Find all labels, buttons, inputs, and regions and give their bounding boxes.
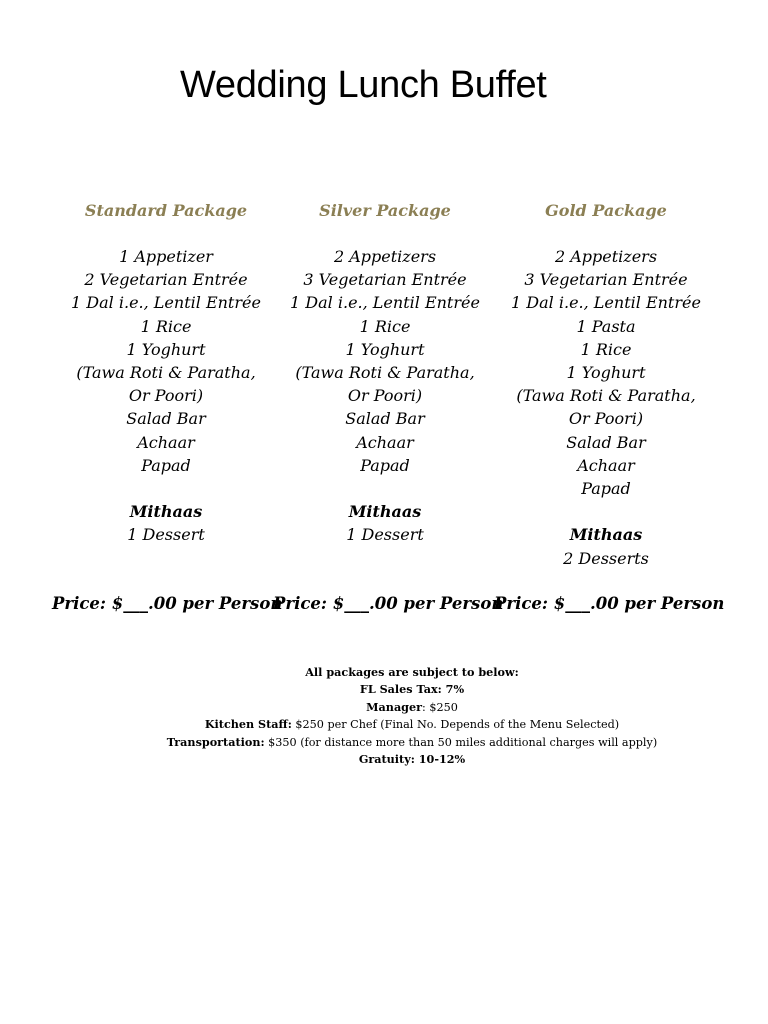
terms-block [0,664,768,768]
menu-item: Papad [581,479,631,499]
gold-package-column [494,199,718,570]
silver-package-items [273,245,497,477]
silver-package-column [273,199,497,547]
menu-item: 1 Yoghurt [126,339,206,359]
menu-item: (Tawa Roti & Paratha, [295,363,475,383]
gold-mithaas-heading: Mithaas [569,525,643,545]
kitchen-staff-line [0,716,768,733]
menu-item: 3 Vegetarian Entrée [303,270,467,290]
menu-item: Achaar [356,432,414,452]
fl-sales-tax: FL Sales Tax: 7% [359,682,465,697]
transportation-line [0,734,768,751]
menu-item: 1 Rice [359,316,411,336]
gold-price: Price: $___.00 per Person [494,594,725,613]
transportation-label: Transportation: [166,734,265,749]
kitchen-staff-value: $250 per Chef (Final No. Depends of the Menu Selected) [291,718,620,732]
menu-item: 2 Appetizers [554,247,658,266]
menu-item: Papad [360,455,410,475]
menu-item: Or Poori) [568,409,644,429]
gold-dessert: 2 Desserts [563,548,649,568]
menu-item: 2 Vegetarian Entrée [84,270,248,290]
menu-item: 1 Appetizer [119,247,213,266]
menu-item: Or Poori) [128,386,204,406]
menu-item: 1 Yoghurt [345,339,425,359]
gratuity: Gratuity: 10-12% [358,752,466,767]
menu-item: Or Poori) [347,386,423,406]
menu-item: (Tawa Roti & Paratha, [76,363,256,383]
menu-item: Salad Bar [345,409,425,429]
menu-item: 1 Dal i.e., Lentil Entrée [71,293,261,313]
menu-item: Papad [141,455,191,475]
menu-item: Salad Bar [126,409,206,429]
standard-package-column [54,199,278,547]
menu-item: Achaar [137,432,195,452]
standard-package-heading: Standard Package [84,201,248,220]
menu-item: 2 Appetizers [333,247,437,266]
page-title: Wedding Lunch Buffet [180,64,547,106]
standard-package-items [54,245,278,477]
silver-dessert: 1 Dessert [346,525,424,545]
menu-item: Salad Bar [566,432,646,452]
manager-label: Manager [366,699,423,714]
silver-price: Price: $___.00 per Person [273,594,504,613]
menu-item: 3 Vegetarian Entrée [524,270,688,290]
menu-item: 1 Dal i.e., Lentil Entrée [290,293,480,313]
menu-item: 1 Dal i.e., Lentil Entrée [511,293,701,313]
manager-line [0,699,768,716]
standard-mithaas-heading: Mithaas [129,502,203,522]
standard-price: Price: $___.00 per Person [52,594,283,613]
manager-value: : $250 [422,700,458,714]
menu-item: Achaar [577,455,635,475]
menu-item: 1 Yoghurt [566,363,646,383]
terms-intro: All packages are subject to below: [305,665,519,679]
gold-package-items [494,245,718,500]
silver-package-heading: Silver Package [319,201,451,220]
silver-mithaas-heading: Mithaas [348,502,422,522]
menu-item: 1 Rice [140,316,192,336]
gold-package-heading: Gold Package [545,201,667,220]
menu-item: (Tawa Roti & Paratha, [516,386,696,406]
transportation-value: $350 (for distance more than 50 miles additional charges will apply) [264,735,658,749]
menu-item: 1 Rice [580,339,632,359]
standard-dessert: 1 Dessert [127,525,205,545]
menu-item: 1 Pasta [576,316,636,336]
kitchen-staff-label: Kitchen Staff: [204,717,292,732]
